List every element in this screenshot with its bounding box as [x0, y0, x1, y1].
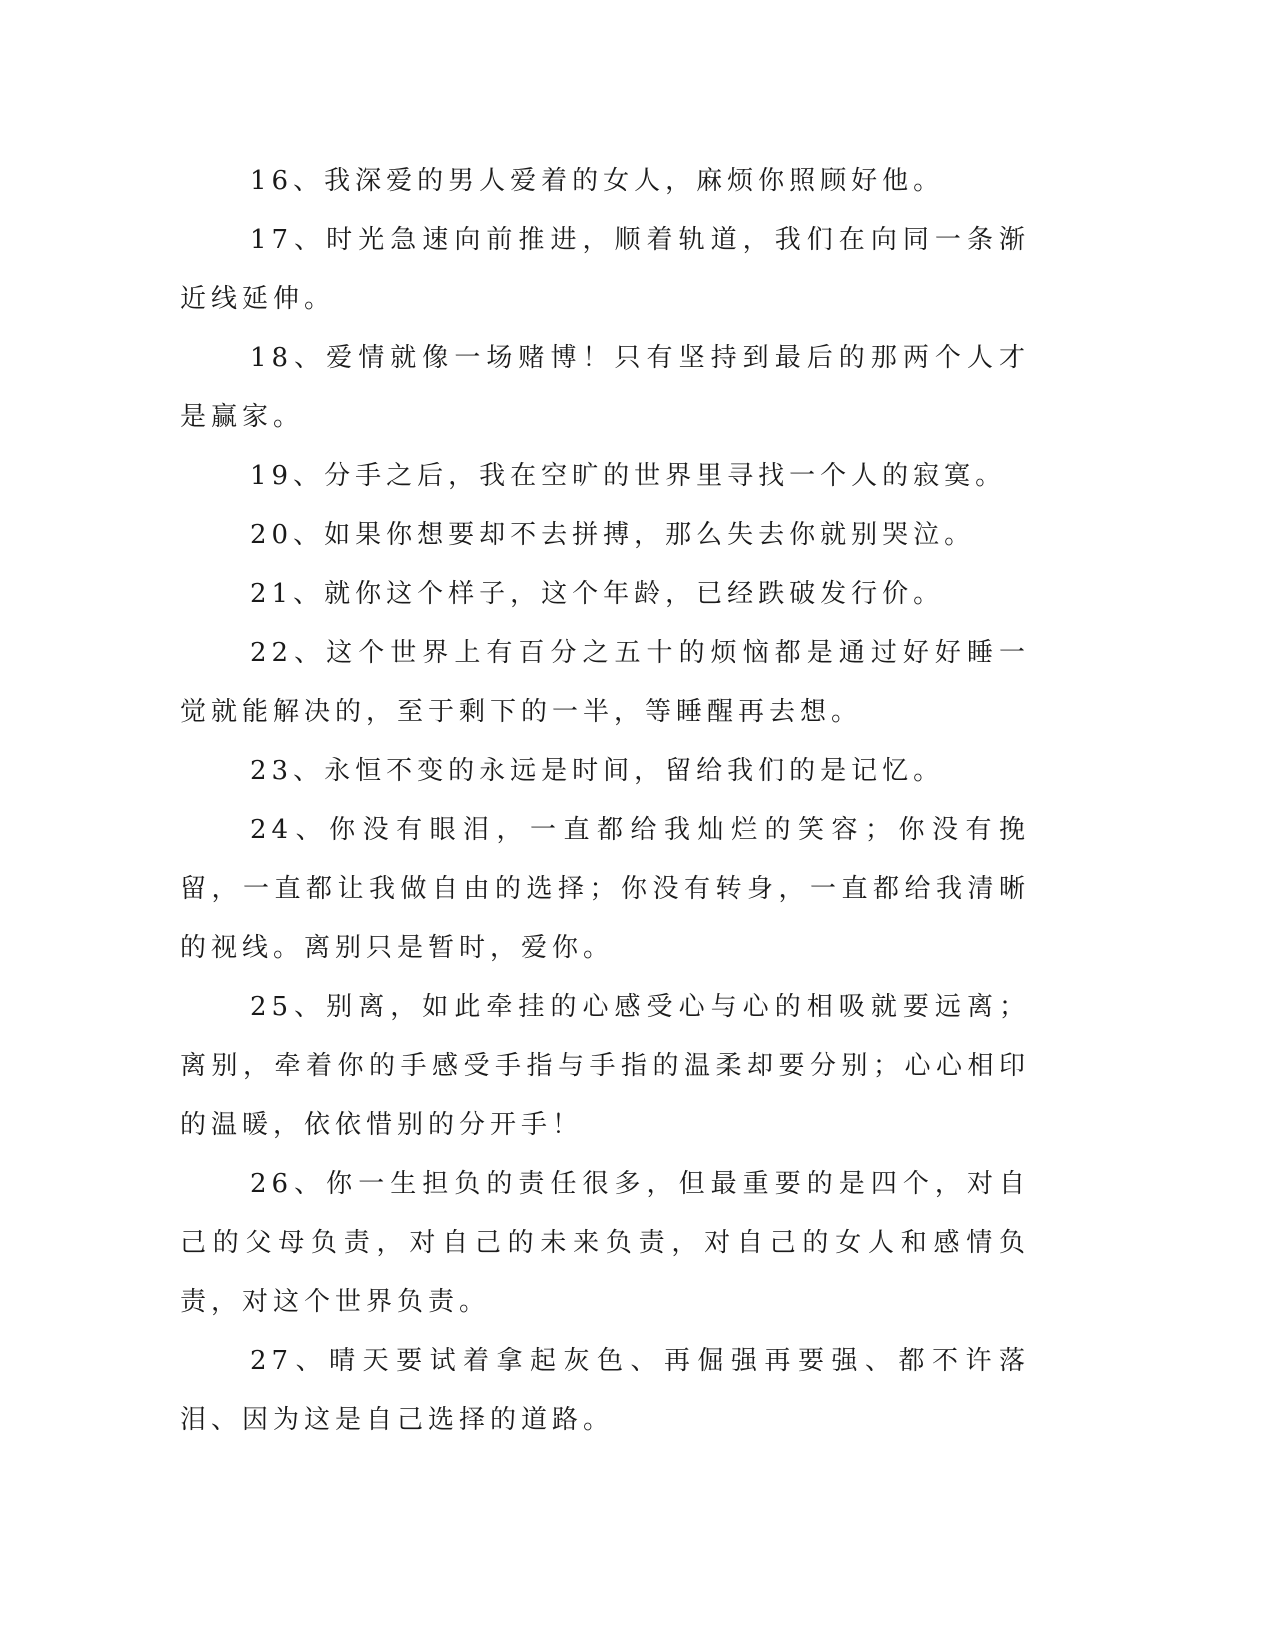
paragraph-21: 21、就你这个样子，这个年龄，已经跌破发行价。 [250, 579, 945, 609]
paragraph-25: 25、别离，如此牵挂的心感受心与心的相吸就要远离；离别，牵着你的手感受手指与手指的温柔却要分别；心心相印的温暖，依依惜别的分开手！ [180, 992, 1030, 1140]
paragraph-24: 24、你没有眼泪，一直都给我灿烂的笑容；你没有挽留，一直都让我做自由的选择；你没有转身，一直都给我清晰的视线。离别只是暂时，爱你。 [180, 815, 1030, 963]
paragraph-26: 26、你一生担负的责任很多，但最重要的是四个，对自己的父母负责，对自己的未来负责，对自己的女人和感情负责，对这个世界负责。 [180, 1169, 1030, 1317]
paragraph-22: 22、这个世界上有百分之五十的烦恼都是通过好好睡一觉就能解决的，至于剩下的一半，等睡醒再去想。 [180, 638, 1030, 727]
document-body [180, 152, 1030, 1450]
paragraph-27: 27、晴天要试着拿起灰色、再倔强再要强、都不许落泪、因为这是自己选择的道路。 [180, 1346, 1030, 1435]
paragraph-16: 16、我深爱的男人爱着的女人，麻烦你照顾好他。 [250, 166, 945, 196]
paragraph-20: 20、如果你想要却不去拼搏，那么失去你就别哭泣。 [250, 520, 976, 550]
paragraph-23: 23、永恒不变的永远是时间，留给我们的是记忆。 [250, 756, 945, 786]
paragraph-18: 18、爱情就像一场赌博！只有坚持到最后的那两个人才是赢家。 [180, 343, 1030, 432]
paragraph-19: 19、分手之后，我在空旷的世界里寻找一个人的寂寞。 [250, 461, 1007, 491]
paragraph-17: 17、时光急速向前推进，顺着轨道，我们在向同一条渐近线延伸。 [180, 225, 1030, 314]
